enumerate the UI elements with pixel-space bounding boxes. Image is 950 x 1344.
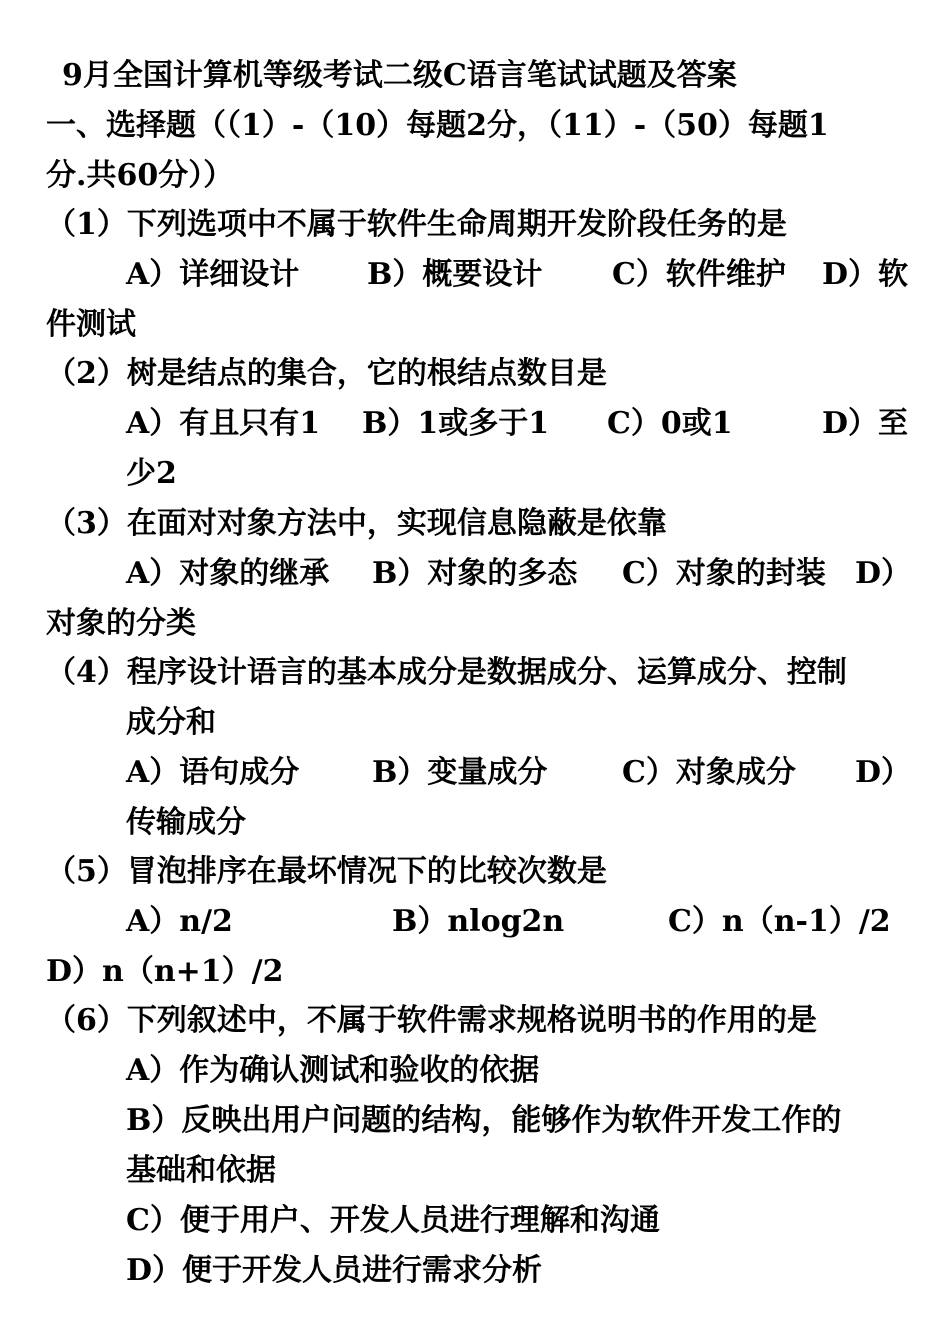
question-stem: （6）下列叙述中，不属于软件需求规格说明书的作用的是 xyxy=(46,1003,817,1038)
option-d-wrap: 传输成分 xyxy=(126,805,246,840)
option-d: D）至 xyxy=(822,406,909,441)
option-b: B）变量成分 xyxy=(372,755,548,790)
option-d: D）n（n+1）/2 xyxy=(46,954,284,989)
question-stem: （4）程序设计语言的基本成分是数据成分、运算成分、控制 xyxy=(46,655,847,690)
section-heading-line-2: 分.共60分）） xyxy=(46,158,234,193)
option-c: C）对象成分 xyxy=(622,755,796,790)
page-title: 9月全国计算机等级考试二级C语言笔试试题及答案 xyxy=(62,58,737,93)
question-stem: （3）在面对对象方法中，实现信息隐蔽是依靠 xyxy=(46,506,667,541)
option-a: A）n/2 xyxy=(126,904,233,939)
option-a: A）语句成分 xyxy=(126,755,300,790)
option-d: D） xyxy=(855,755,912,790)
option-d-wrap: 少2 xyxy=(126,456,177,491)
option-b: B）nlog2n xyxy=(392,904,565,939)
option-c: C）便于用户、开发人员进行理解和沟通 xyxy=(126,1203,660,1238)
option-a: A）有且只有1 xyxy=(126,406,321,441)
question-stem-wrap: 成分和 xyxy=(126,705,216,740)
option-c: C）0或1 xyxy=(607,406,733,441)
question-stem: （1）下列选项中不属于软件生命周期开发阶段任务的是 xyxy=(46,207,787,242)
section-heading-line-1: 一、选择题（（1）-（10）每题2分，（11）-（50）每题1 xyxy=(46,108,829,143)
option-c: C）n（n-1）/2 xyxy=(668,904,891,939)
option-a: A）详细设计 xyxy=(126,257,300,292)
option-d-wrap: 对象的分类 xyxy=(46,606,196,641)
option-c: C）对象的封装 xyxy=(622,556,826,591)
option-b: B）反映出用户问题的结构，能够作为软件开发工作的 xyxy=(126,1103,842,1138)
option-b: B）对象的多态 xyxy=(372,556,578,591)
option-b-wrap: 基础和依据 xyxy=(126,1153,276,1188)
option-c: C）软件维护 xyxy=(612,257,786,292)
option-a: A）对象的继承 xyxy=(126,556,330,591)
option-b: B）概要设计 xyxy=(367,257,543,292)
option-d: D） xyxy=(855,556,912,591)
question-stem: （2）树是结点的集合，它的根结点数目是 xyxy=(46,356,607,391)
option-d-wrap: 件测试 xyxy=(46,307,136,342)
option-a: A）作为确认测试和验收的依据 xyxy=(126,1053,540,1088)
question-stem: （5）冒泡排序在最坏情况下的比较次数是 xyxy=(46,854,607,889)
option-d: D）软 xyxy=(822,257,909,292)
option-d: D）便于开发人员进行需求分析 xyxy=(126,1253,543,1288)
option-b: B）1或多于1 xyxy=(362,406,550,441)
